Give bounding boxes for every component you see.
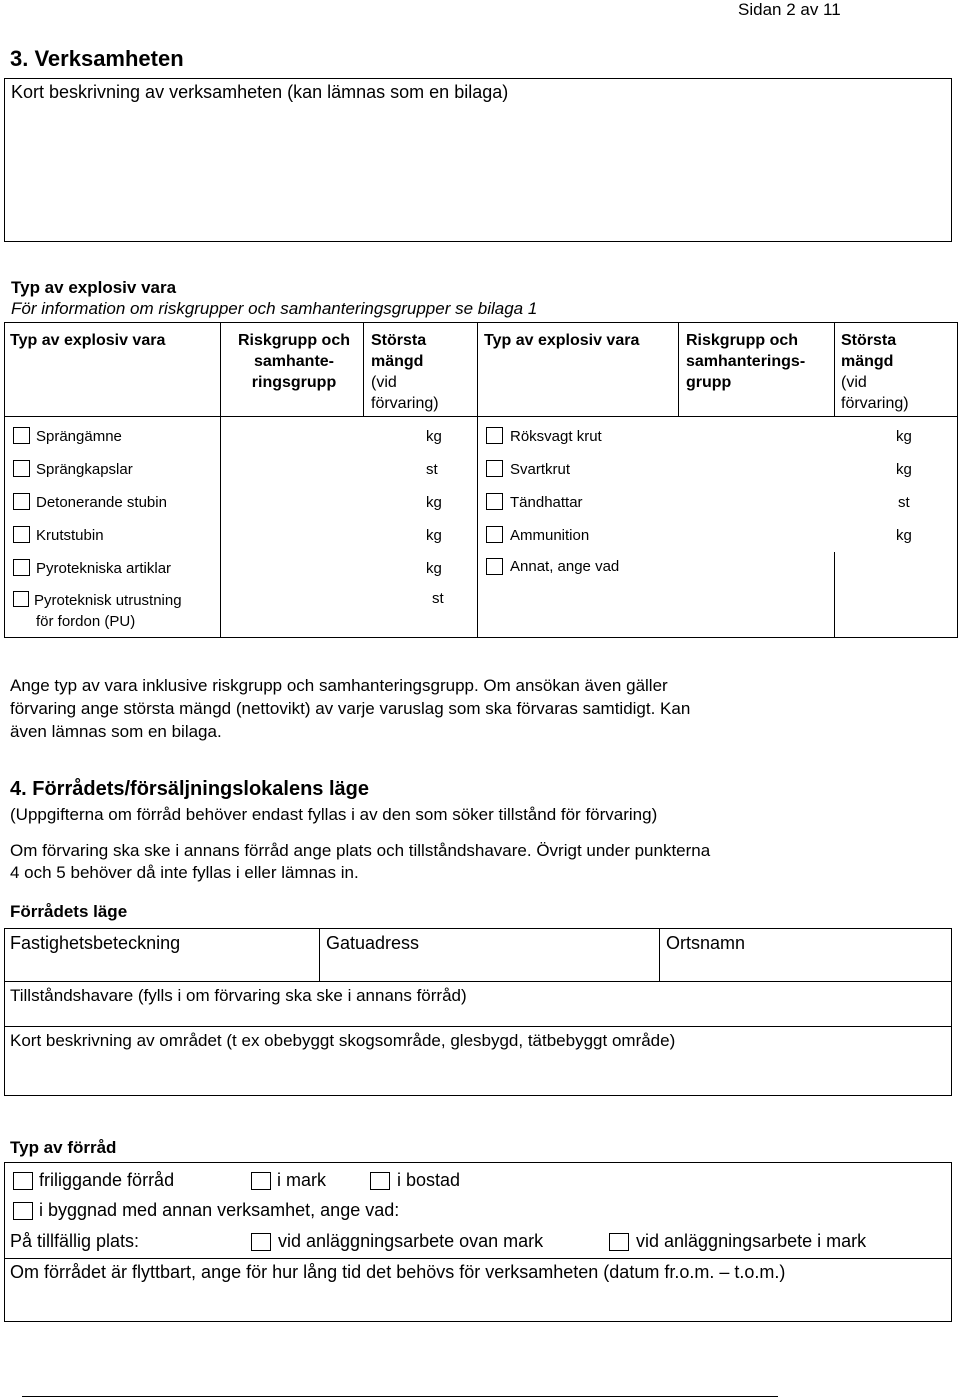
item-label: Detonerande stubin: [36, 494, 167, 511]
footer-rule: [22, 1396, 778, 1397]
location-heading: Förrådets läge: [10, 902, 128, 921]
table-divider: [834, 552, 835, 638]
item-label: Tändhattar: [510, 494, 583, 511]
explosives-note: Ange typ av vara inklusive riskgrupp och samhanteringsgrupp. Om ansökan även gäller förvaring ange största mängd (nettovikt) av varje varuslag som ska förvaras samtidigt. Kan även lämnas som en bilaga.: [10, 676, 691, 741]
checkbox-svartkrut[interactable]: [486, 460, 503, 477]
property-designation-field[interactable]: Fastighetsbeteckning: [10, 933, 181, 953]
temporary-location-label: På tillfällig plats:: [10, 1231, 140, 1251]
checkbox-ovan-mark[interactable]: [251, 1233, 271, 1251]
option-label: i bostad: [397, 1170, 461, 1190]
checkbox-roksvagt-krut[interactable]: [486, 427, 503, 444]
item-label: Sprängämne: [36, 428, 122, 445]
table-divider: [477, 322, 478, 638]
unit-label: st: [426, 461, 438, 478]
explosives-info: För information om riskgrupper och samhanteringsgrupper se bilaga 1: [11, 299, 538, 318]
unit-label: kg: [426, 494, 442, 511]
table-divider: [220, 322, 221, 638]
area-description-field[interactable]: Kort beskrivning av området (t ex obebyggt skogsområde, glesbygd, tätbebyggt område): [10, 1031, 676, 1050]
item-label: Sprängkapslar: [36, 461, 133, 478]
col-header-max-amount: Största mängd (vid förvaring): [841, 332, 909, 412]
checkbox-friliggande-forrad[interactable]: [13, 1172, 33, 1190]
table-divider: [4, 416, 958, 417]
table-divider: [319, 928, 320, 981]
unit-label: kg: [896, 461, 912, 478]
table-divider: [659, 928, 660, 981]
col-header-max-amount: Största mängd (vid förvaring): [371, 332, 439, 412]
option-label: i mark: [277, 1170, 326, 1190]
checkbox-i-byggnad[interactable]: [13, 1202, 33, 1220]
street-address-field[interactable]: Gatuadress: [326, 933, 420, 953]
unit-label: kg: [896, 527, 912, 544]
checkbox-annat[interactable]: [486, 558, 503, 575]
checkbox-ammunition[interactable]: [486, 526, 503, 543]
movable-storage-field[interactable]: Om förrådet är flyttbart, ange för hur lång tid det behövs för verksamheten (datum fr.o.m. – t.o.m.): [10, 1262, 786, 1282]
unit-label: kg: [426, 428, 442, 445]
unit-label: kg: [426, 527, 442, 544]
checkbox-i-mark[interactable]: [251, 1172, 271, 1190]
storage-type-heading: Typ av förråd: [10, 1138, 117, 1157]
activity-description-label: Kort beskrivning av verksamheten (kan lämnas som en bilaga): [11, 82, 509, 102]
unit-label: st: [898, 494, 910, 511]
option-label: i byggnad med annan verksamhet, ange vad:: [39, 1200, 400, 1220]
col-header-riskgroup: Riskgrupp och samhanterings- grupp: [686, 332, 806, 391]
checkbox-detonerande-stubin[interactable]: [13, 493, 30, 510]
section-4-heading: 4. Förrådets/försäljningslokalens läge: [10, 778, 370, 800]
checkbox-sprangamne[interactable]: [13, 427, 30, 444]
table-divider: [4, 1026, 952, 1027]
table-divider: [4, 981, 952, 982]
option-label: vid anläggningsarbete i mark: [636, 1231, 867, 1251]
unit-label: st: [432, 590, 444, 607]
checkbox-tandhattar[interactable]: [486, 493, 503, 510]
checkbox-pyroteknisk-utrustning[interactable]: [13, 591, 29, 607]
table-divider: [363, 322, 364, 416]
table-divider: [678, 322, 679, 416]
section-4-subheading: (Uppgifterna om förråd behöver endast fyllas i av den som söker tillstånd för förvaring): [10, 805, 658, 824]
item-label: Pyrotekniska artiklar: [36, 560, 172, 577]
option-label: vid anläggningsarbete ovan mark: [278, 1231, 544, 1251]
item-label: Pyroteknisk utrustning för fordon (PU): [34, 592, 182, 630]
checkbox-krutstubin[interactable]: [13, 526, 30, 543]
col-header-riskgroup: Riskgrupp och samhante- ringsgrupp: [237, 332, 350, 391]
item-label: Krutstubin: [36, 527, 104, 544]
table-divider: [4, 1258, 952, 1259]
section-4-text: Om förvaring ska ske i annans förråd ange plats och tillståndshavare. Övrigt under punkterna 4 och 5 behöver då inte fyllas i eller lämnas in.: [10, 841, 711, 882]
page-number: Sidan 2 av 11: [738, 0, 841, 19]
unit-label: kg: [426, 560, 442, 577]
section-3-heading: 3. Verksamheten: [10, 46, 184, 71]
checkbox-pyrotekniska-artiklar[interactable]: [13, 559, 30, 576]
city-field[interactable]: Ortsnamn: [666, 933, 746, 953]
option-label: friliggande förråd: [39, 1170, 175, 1190]
col-header-type: Typ av explosiv vara: [484, 332, 640, 349]
col-header-type: Typ av explosiv vara: [10, 332, 166, 349]
checkbox-i-mark-anlaggning[interactable]: [609, 1233, 629, 1251]
unit-label: kg: [896, 428, 912, 445]
checkbox-sprangkapslar[interactable]: [13, 460, 30, 477]
item-label: Ammunition: [510, 527, 590, 544]
item-label: Annat, ange vad: [510, 558, 620, 575]
permit-holder-field[interactable]: Tillståndshavare (fylls i om förvaring ska ske i annans förråd): [10, 986, 467, 1005]
checkbox-i-bostad[interactable]: [370, 1172, 390, 1190]
item-label: Röksvagt krut: [510, 428, 602, 445]
item-label: Svartkrut: [510, 461, 571, 478]
explosives-heading: Typ av explosiv vara: [11, 278, 177, 297]
table-divider: [834, 322, 835, 416]
